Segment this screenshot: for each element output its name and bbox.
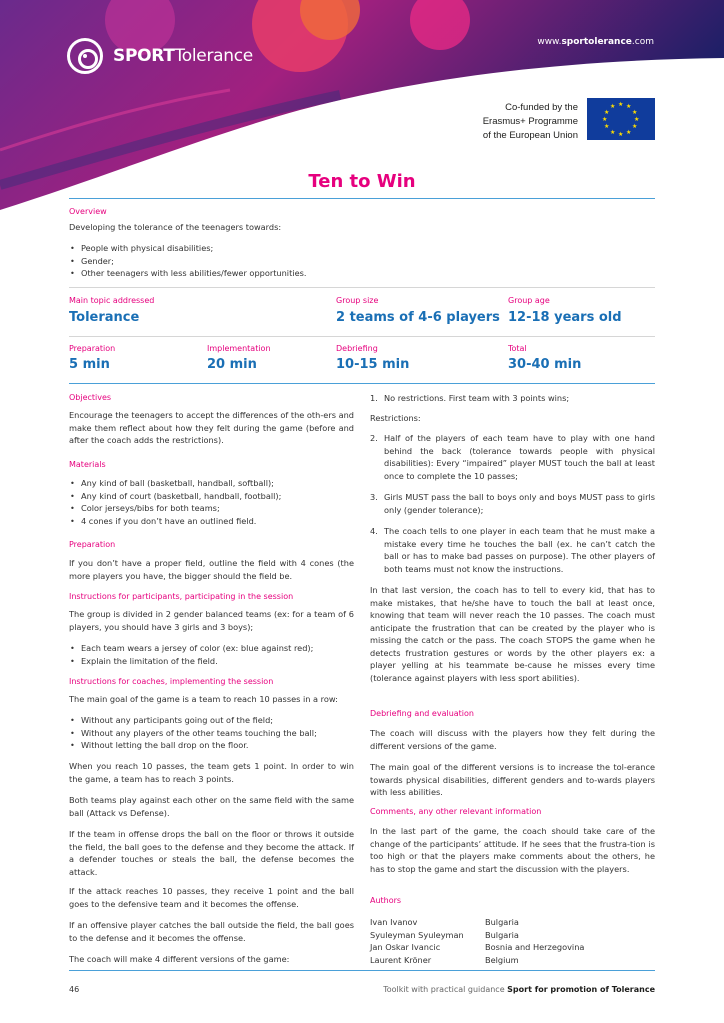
overview-list	[69, 242, 655, 280]
site-url[interactable]: www.sportolerance.com	[537, 37, 654, 47]
group-age-label: Group age	[508, 296, 550, 305]
versions-list-2	[370, 432, 655, 482]
debrief-text: The coach will discuss with the players how they felt during the different versions of the game.	[370, 728, 655, 751]
page-number: 46	[69, 985, 80, 994]
logo-icon	[67, 38, 103, 74]
comments-label: Comments, any other relevant information	[370, 807, 542, 816]
list-item: • 4 cones if you don’t have an outlined field.	[69, 515, 354, 528]
last-version-text: In that last version, the coach has to tell to every kid, that has to make mistakes, that he/she have to touch the ball at least once, knowing that team will never reach the 10 passes. The coach must anticipate the frustration that can be created by the player who is missing the catch or the pass. The coach STOPS the game when he detects frustration gestures or words by the other players ex: a player yelling at his teammate be-cause he misses every time (tolerance against players with less sport abilities).	[370, 585, 655, 683]
list-item: • People with physical disabilities;	[69, 242, 655, 255]
footer-title: Toolkit with practical guidance Sport for promotion of Tolerance	[383, 985, 655, 994]
game-paragraph: When you reach 10 passes, the team gets 1 point. In order to win the game, a team has to reach 3 points.	[69, 761, 354, 784]
author-row: Laurent Kröner Belgium	[370, 954, 519, 965]
debriefing-label: Debriefing	[336, 344, 378, 353]
participants-list	[69, 642, 354, 667]
coaches-intro: The main goal of the game is a team to reach 10 passes in a row:	[69, 694, 338, 704]
list-item: • Any kind of court (basketball, handball, football);	[69, 490, 354, 503]
versions-list-4	[370, 525, 655, 575]
footer-divider	[69, 970, 655, 971]
authors-label: Authors	[370, 896, 402, 905]
game-paragraph: The coach will make 4 different versions of the game:	[69, 954, 290, 964]
list-item: • Explain the limitation of the field.	[69, 655, 354, 668]
game-paragraph: If the attack reaches 10 passes, they receive 1 point and the ball goes to the defensive team and it becomes the offense.	[69, 886, 354, 909]
logo-text: SPORTTolerance	[113, 46, 253, 66]
group-age-value: 12-18 years old	[508, 310, 622, 325]
preparation-text: If you don’t have a proper field, outline the field with 4 cones (the more players you have, the bigger should the field be.	[69, 558, 354, 581]
sportolerance-logo	[67, 38, 253, 74]
list-item: 4. The coach tells to one player in each team that he must make a mistake every time he touches the ball (ex. he can’t catch the ball or has to make bad passes on purpose). The other players of both teams must not know the instructions.	[370, 526, 655, 574]
topic-value: Tolerance	[69, 310, 140, 325]
author-row: Ivan Ivanov Bulgaria	[370, 917, 519, 927]
group-size-value: 2 teams of 4-6 players	[336, 310, 500, 325]
materials-list	[69, 477, 354, 527]
list-item: • Without any participants going out of the field;	[69, 714, 354, 727]
game-paragraph: If the team in offense drops the ball on the floor or throws it outside the field, the ball goes to the defense and they become the attack. If a defender touches or steals the ball, the defense becomes the attack.	[69, 829, 354, 877]
preparation-value: 5 min	[69, 357, 110, 372]
list-item: • Color jerseys/bibs for both teams;	[69, 502, 354, 515]
list-item: • Other teenagers with less abilities/fewer opportunities.	[69, 267, 655, 280]
eu-flag-icon: ★ ★ ★ ★ ★ ★ ★ ★ ★ ★ ★ ★	[587, 98, 655, 140]
cofund-text	[466, 101, 578, 143]
list-item: • Without letting the ball drop on the floor.	[69, 739, 354, 752]
author-row: Jan Oskar Ivancic Bosnia and Herzegovina	[370, 942, 585, 952]
divider	[69, 383, 655, 384]
preparation-section-label: Preparation	[69, 540, 116, 549]
divider	[69, 336, 655, 337]
cofund-line: Erasmus+ Programme	[482, 116, 578, 127]
objectives-label: Objectives	[69, 393, 112, 402]
authors-table	[370, 916, 584, 966]
game-paragraph: If an offensive player catches the ball outside the field, the ball goes to the defense and it becomes the offense.	[69, 920, 354, 943]
list-item: 1. No restrictions. First team with 3 points wins;	[370, 393, 570, 403]
list-item: • Without any players of the other teams touching the ball;	[69, 727, 354, 740]
list-item: • Each team wears a jersey of color (ex: blue against red);	[69, 642, 354, 655]
debrief-text: The main goal of the different versions is to increase the tol-erance towards physical disabilities, different genders and to-wards players with less abilities.	[370, 762, 655, 797]
list-item: 3. Girls MUST pass the ball to boys only and boys MUST pass to girls only (gender tolerance);	[370, 492, 655, 515]
overview-label: Overview	[69, 207, 107, 216]
list-item: • Any kind of ball (basketball, handball, softball);	[69, 477, 354, 490]
cofund-line: Co-funded by the	[505, 102, 578, 113]
page-title: Ten to Win	[308, 171, 416, 192]
preparation-label: Preparation	[69, 344, 116, 353]
total-value: 30-40 min	[508, 357, 582, 372]
versions-list-1	[370, 392, 655, 405]
author-row: Syuleyman Syuleyman Bulgaria	[370, 929, 519, 940]
participants-label: Instructions for participants, participating in the session	[69, 592, 294, 601]
cofund-line: of the European Union	[482, 130, 578, 141]
total-label: Total	[508, 344, 527, 353]
implementation-label: Implementation	[207, 344, 271, 353]
list-item: 2. Half of the players of each team have to play with one hand behind the back (tolerance towards people with physical disabilities): Every “impaired” player MUST touch the ball at least once to complete the 10 passes;	[370, 433, 655, 481]
coaches-label: Instructions for coaches, implementing the session	[69, 677, 274, 686]
topic-label: Main topic addressed	[69, 296, 155, 305]
game-paragraph: Both teams play against each other on the same field with the same ball (Attack vs Defense).	[69, 795, 354, 818]
overview-intro: Developing the tolerance of the teenagers towards:	[69, 222, 282, 232]
versions-list-3	[370, 491, 655, 516]
implementation-value: 20 min	[207, 357, 257, 372]
objectives-text: Encourage the teenagers to accept the differences of the oth-ers and make them reflect about how they felt during the game (before and after the coach adds the restrictions).	[69, 410, 354, 445]
divider	[69, 287, 655, 288]
divider	[69, 198, 655, 199]
restrictions-label: Restrictions:	[370, 413, 421, 423]
debriefing-section-label: Debriefing and evaluation	[370, 709, 474, 718]
comments-text: In the last part of the game, the coach should take care of the change of the participants’ attitude. If he sees that the frustra-tion is too high or that the players make comments about the others, he has to stop the game and start the discussion with the players.	[370, 826, 655, 874]
list-item: • Gender;	[69, 255, 655, 268]
participants-text: The group is divided in 2 gender balanced teams (ex: for a team of 6 players, you should have 3 girls and 3 boys);	[69, 609, 354, 632]
debriefing-value: 10-15 min	[336, 357, 410, 372]
group-size-label: Group size	[336, 296, 379, 305]
coaches-list	[69, 714, 354, 752]
materials-label: Materials	[69, 460, 106, 469]
